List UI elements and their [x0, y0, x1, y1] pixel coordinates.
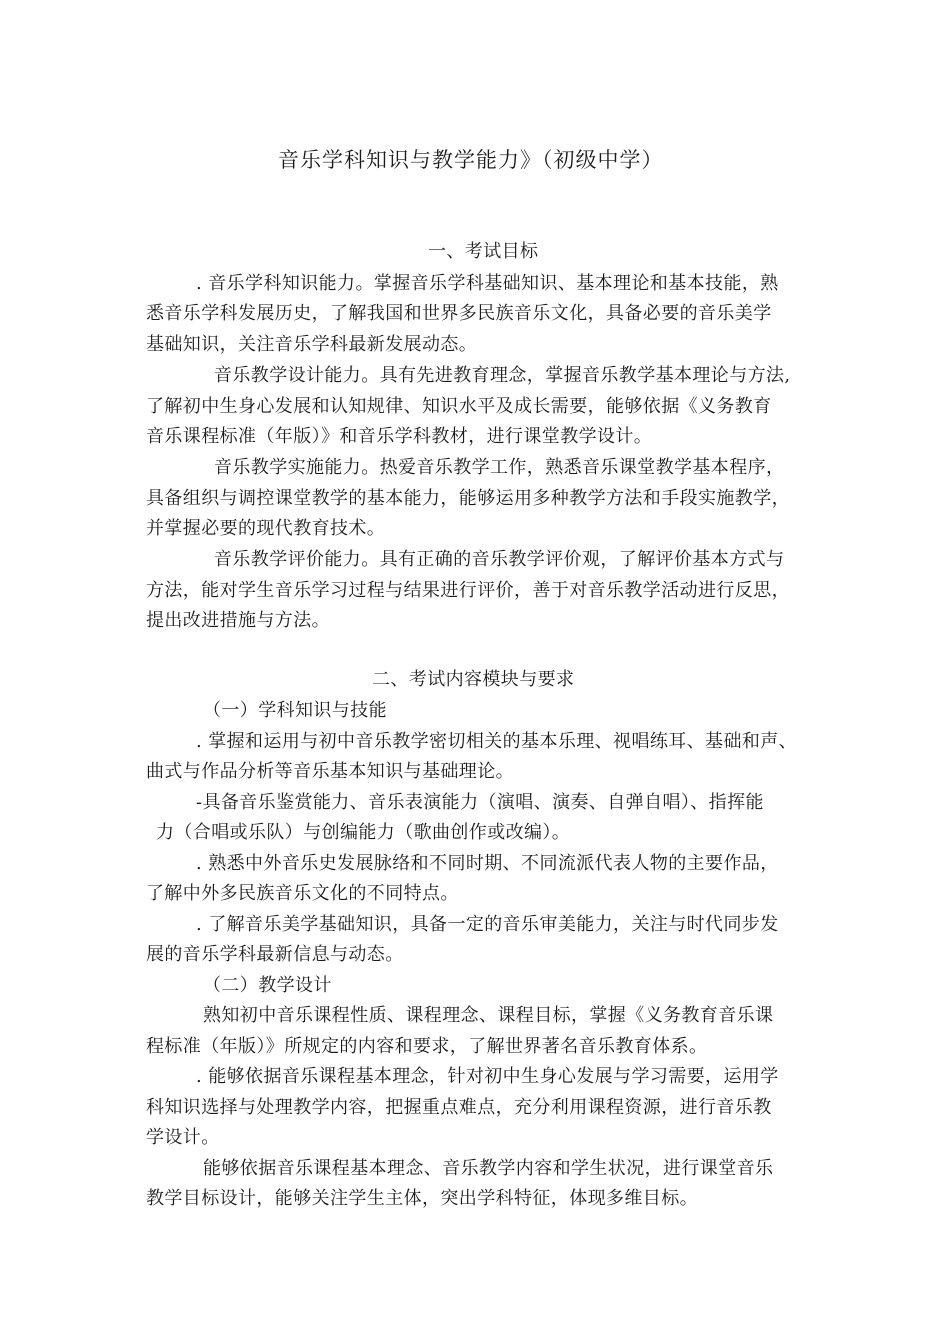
paragraph-line: . 了解音乐美学基础知识，具备一定的音乐审美能力，关注与时代同步发 [196, 914, 779, 935]
subsection-heading-knowledge-skills: （一）学科知识与技能 [203, 700, 387, 721]
paragraph-line: 能够依据音乐课程基本理念、音乐教学内容和学生状况，进行课堂音乐 [203, 1158, 774, 1179]
paragraph-line: 力（合唱或乐队）与创编能力（歌曲创作或改编）。 [156, 822, 571, 843]
document-title: 音乐学科知识与教学能力》（初级中学） [278, 148, 664, 172]
paragraph-line: 了解中外多民族音乐文化的不同特点。 [146, 883, 459, 904]
paragraph-line: 音乐教学实施能力。热爱音乐教学工作，熟悉音乐课堂教学基本程序， [214, 457, 785, 478]
paragraph-line: 教学目标设计，能够关注学生主体，突出学科特征，体现多维目标。 [146, 1188, 698, 1209]
paragraph-line: 程标准（年版）》所规定的内容和要求，了解世界著名音乐教育体系。 [146, 1036, 708, 1057]
paragraph-line: 提出改进措施与方法。 [146, 610, 330, 631]
subsection-heading-teaching-design: （二）教学设计 [203, 975, 332, 996]
paragraph-line: 展的音乐学科最新信息与动态。 [146, 944, 404, 965]
paragraph-line: 曲式与作品分析等音乐基本知识与基础理论。 [146, 761, 514, 782]
paragraph-line: 基础知识，关注音乐学科最新发展动态。 [146, 334, 478, 355]
paragraph-line: . 音乐学科知识能力。掌握音乐学科基础知识、基本理论和基本技能，熟 [196, 273, 779, 294]
paragraph-line: 悉音乐学科发展历史，了解我国和世界多民族音乐文化，具备必要的音乐美学 [146, 303, 772, 324]
paragraph-line: . 熟悉中外音乐史发展脉络和不同时期、不同流派代表人物的主要作品， [196, 853, 779, 874]
paragraph-line: 具备组织与调控课堂教学的基本能力，能够运用多种教学方法和手段实施教学， [146, 488, 790, 509]
paragraph-line: 熟知初中音乐课程性质、课程理念、课程目标，掌握《义务教育音乐课 [203, 1005, 774, 1026]
paragraph-line: 并掌握必要的现代教育技术。 [146, 518, 386, 539]
paragraph-line: . 掌握和运用与初中音乐教学密切相关的基本乐理、视唱练耳、基础和声、 [196, 731, 798, 752]
paragraph-line: 了解初中生身心发展和认知规律、知识水平及成长需要，能够依据《义务教育 [146, 396, 772, 417]
section-heading-exam-content: 二、考试内容模块与要求 [372, 669, 575, 690]
paragraph-line: 音乐教学设计能力。具有先进教育理念，掌握音乐教学基本理论与方法, [214, 365, 791, 386]
section-heading-exam-objectives: 一、考试目标 [428, 241, 539, 262]
paragraph-line: 方法，能对学生音乐学习过程与结果进行评价，善于对音乐教学活动进行反思， [146, 580, 790, 601]
paragraph-line: 音乐课程标准（年版）》和音乐学科教材，进行课堂教学设计。 [146, 426, 653, 447]
paragraph-line: 音乐教学评价能力。具有正确的音乐教学评价观，了解评价基本方式与 [214, 549, 785, 570]
paragraph-line: -具备音乐鉴赏能力、音乐表演能力（演唱、演奏、自弹自唱）、指挥能 [196, 792, 764, 813]
paragraph-line: 科知识选择与处理教学内容，把握重点难点，充分利用课程资源，进行音乐教 [146, 1097, 772, 1118]
paragraph-line: . 能够依据音乐课程基本理念，针对初中生身心发展与学习需要，运用学 [196, 1066, 779, 1087]
paragraph-line: 学设计。 [146, 1127, 220, 1148]
